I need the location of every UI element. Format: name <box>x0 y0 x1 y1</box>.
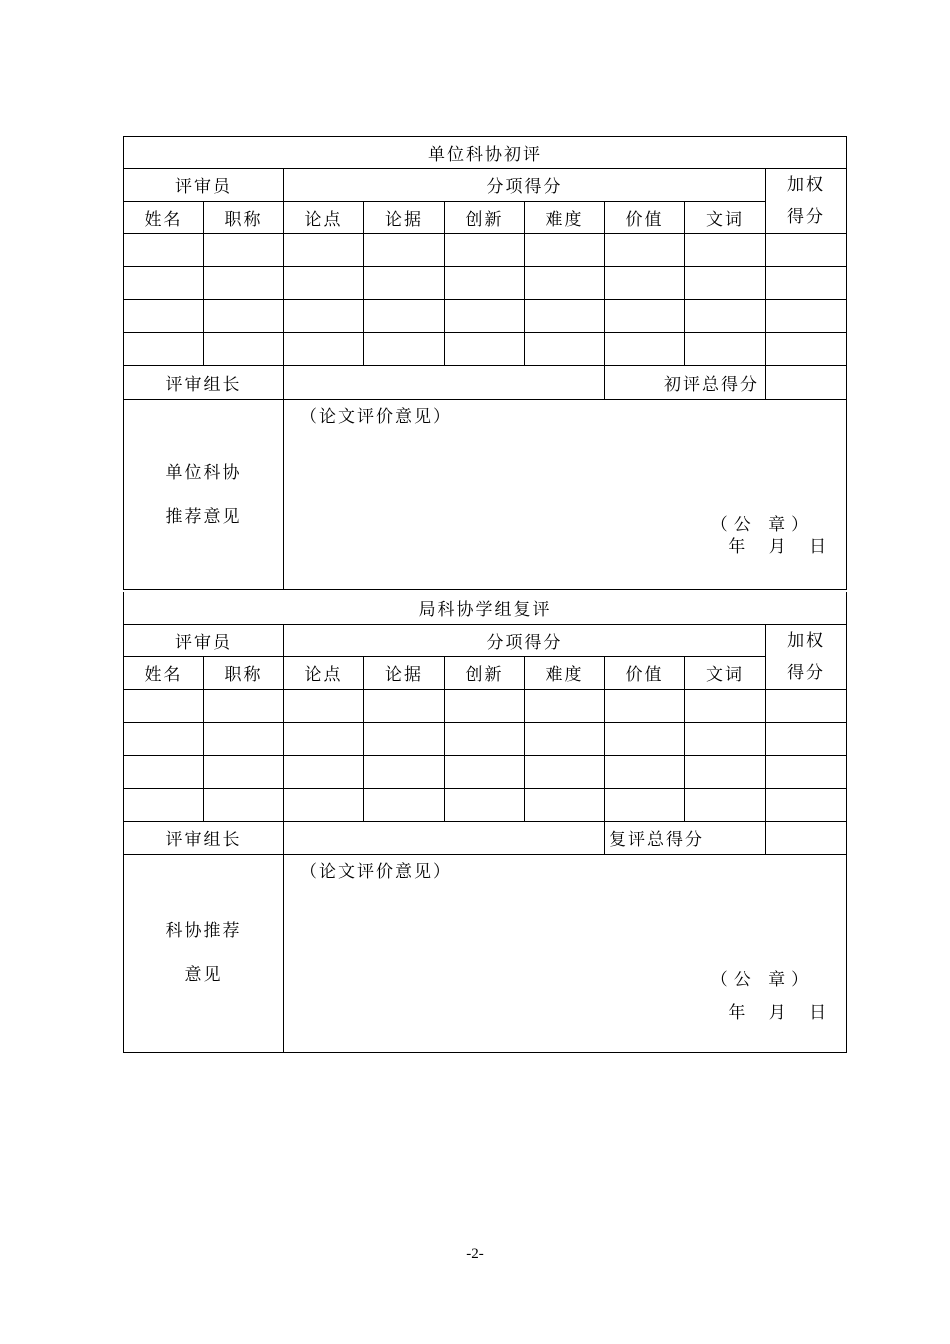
blank-cell[interactable] <box>685 333 766 366</box>
blank-cell[interactable] <box>445 267 525 300</box>
blank-cell[interactable] <box>284 755 364 788</box>
blank-cell[interactable] <box>445 234 525 267</box>
blank-cell[interactable] <box>204 234 284 267</box>
table-row <box>124 234 847 267</box>
table-row <box>124 722 847 755</box>
blank-cell[interactable] <box>605 333 685 366</box>
opinion-placeholder: （论文评价意见） <box>300 861 452 882</box>
leader-field[interactable] <box>284 366 605 400</box>
column-writing: 文词 <box>685 657 766 690</box>
blank-cell[interactable] <box>525 689 605 722</box>
blank-cell[interactable] <box>685 689 766 722</box>
opinion-field[interactable] <box>284 400 847 590</box>
blank-cell[interactable] <box>766 267 847 300</box>
leader-label: 评审组长 <box>124 821 284 854</box>
initial-section-title: 单位科协初评 <box>124 137 847 169</box>
opinion-label-line2: 推荐意见 <box>165 506 242 527</box>
column-argument: 论点 <box>284 657 364 690</box>
opinion-label <box>124 854 284 1052</box>
blank-cell[interactable] <box>445 755 525 788</box>
weighted-header-line2: 得分 <box>787 207 826 227</box>
total-score-field[interactable] <box>766 366 847 400</box>
weighted-header-line1: 加权 <box>787 175 826 195</box>
seal-text: （公 章） <box>710 515 815 535</box>
table-row <box>124 755 847 788</box>
blank-cell[interactable] <box>124 333 204 366</box>
blank-cell[interactable] <box>525 755 605 788</box>
blank-cell[interactable] <box>525 722 605 755</box>
blank-cell[interactable] <box>605 722 685 755</box>
opinion-field[interactable] <box>284 854 847 1052</box>
blank-cell[interactable] <box>445 300 525 333</box>
blank-cell[interactable] <box>766 689 847 722</box>
opinion-label <box>124 400 284 590</box>
blank-cell[interactable] <box>766 300 847 333</box>
blank-cell[interactable] <box>364 333 445 366</box>
blank-cell[interactable] <box>766 234 847 267</box>
seal-text: （公 章） <box>710 969 815 990</box>
blank-cell[interactable] <box>204 300 284 333</box>
leader-label: 评审组长 <box>124 366 284 400</box>
blank-cell[interactable] <box>204 722 284 755</box>
column-difficulty: 难度 <box>525 657 605 690</box>
blank-cell[interactable] <box>364 722 445 755</box>
table-row <box>124 788 847 821</box>
blank-cell[interactable] <box>605 234 685 267</box>
blank-cell[interactable] <box>766 755 847 788</box>
blank-cell[interactable] <box>605 300 685 333</box>
blank-cell[interactable] <box>685 300 766 333</box>
blank-cell[interactable] <box>204 267 284 300</box>
blank-cell[interactable] <box>124 300 204 333</box>
review-section-title: 局科协学组复评 <box>124 592 847 624</box>
weighted-header-line2: 得分 <box>787 662 826 683</box>
blank-cell[interactable] <box>364 755 445 788</box>
blank-cell[interactable] <box>525 333 605 366</box>
blank-cell[interactable] <box>685 234 766 267</box>
blank-cell[interactable] <box>364 788 445 821</box>
column-evidence: 论据 <box>364 657 445 690</box>
opinion-placeholder: （论文评价意见） <box>300 407 452 427</box>
column-name: 姓名 <box>124 657 204 690</box>
leader-field[interactable] <box>284 821 605 854</box>
blank-cell[interactable] <box>445 788 525 821</box>
opinion-label-line2: 意见 <box>184 965 223 985</box>
blank-cell[interactable] <box>124 722 204 755</box>
date-text: 年 月 日 <box>728 1002 827 1023</box>
blank-cell[interactable] <box>364 300 445 333</box>
table-row <box>124 689 847 722</box>
blank-cell[interactable] <box>445 333 525 366</box>
reviewer-header: 评审员 <box>124 624 284 657</box>
reviewer-header: 评审员 <box>124 169 284 202</box>
blank-cell[interactable] <box>204 333 284 366</box>
column-name: 姓名 <box>124 201 204 234</box>
blank-cell[interactable] <box>364 689 445 722</box>
blank-cell[interactable] <box>525 234 605 267</box>
column-title: 职称 <box>204 201 284 234</box>
column-value: 价值 <box>605 657 685 690</box>
weighted-header-line1: 加权 <box>787 630 826 651</box>
column-innovation: 创新 <box>445 657 525 690</box>
initial-review-table <box>123 136 847 590</box>
blank-cell[interactable] <box>445 689 525 722</box>
table-row <box>124 300 847 333</box>
column-writing: 文词 <box>685 201 766 234</box>
total-score-label: 复评总得分 <box>605 821 766 854</box>
blank-cell[interactable] <box>364 234 445 267</box>
blank-cell[interactable] <box>605 788 685 821</box>
total-score-label: 初评总得分 <box>605 366 766 400</box>
blank-cell[interactable] <box>284 788 364 821</box>
blank-cell[interactable] <box>284 689 364 722</box>
column-difficulty: 难度 <box>525 201 605 234</box>
blank-cell[interactable] <box>124 755 204 788</box>
item-scores-header: 分项得分 <box>284 169 766 202</box>
blank-cell[interactable] <box>605 689 685 722</box>
column-value: 价值 <box>605 201 685 234</box>
column-innovation: 创新 <box>445 201 525 234</box>
column-title: 职称 <box>204 657 284 690</box>
second-review-table <box>123 592 847 1053</box>
table-row <box>124 333 847 366</box>
blank-cell[interactable] <box>605 267 685 300</box>
page-number: -2- <box>466 1246 484 1262</box>
blank-cell[interactable] <box>766 788 847 821</box>
blank-cell[interactable] <box>364 267 445 300</box>
blank-cell[interactable] <box>284 267 364 300</box>
column-argument: 论点 <box>284 201 364 234</box>
blank-cell[interactable] <box>284 300 364 333</box>
blank-cell[interactable] <box>685 722 766 755</box>
blank-cell[interactable] <box>685 267 766 300</box>
blank-cell[interactable] <box>284 234 364 267</box>
blank-cell[interactable] <box>124 788 204 821</box>
opinion-label-line1: 单位科协 <box>165 462 242 483</box>
blank-cell[interactable] <box>605 755 685 788</box>
blank-cell[interactable] <box>525 267 605 300</box>
blank-cell[interactable] <box>124 234 204 267</box>
column-evidence: 论据 <box>364 201 445 234</box>
table-row <box>124 267 847 300</box>
blank-cell[interactable] <box>124 267 204 300</box>
weighted-score-header <box>766 169 847 234</box>
blank-cell[interactable] <box>766 333 847 366</box>
blank-cell[interactable] <box>685 755 766 788</box>
blank-cell[interactable] <box>284 722 364 755</box>
blank-cell[interactable] <box>766 722 847 755</box>
blank-cell[interactable] <box>525 788 605 821</box>
blank-cell[interactable] <box>685 788 766 821</box>
blank-cell[interactable] <box>525 300 605 333</box>
blank-cell[interactable] <box>204 755 284 788</box>
blank-cell[interactable] <box>284 333 364 366</box>
blank-cell[interactable] <box>124 689 204 722</box>
item-scores-header: 分项得分 <box>284 624 766 657</box>
date-text: 年 月 日 <box>728 537 827 557</box>
total-score-field[interactable] <box>766 821 847 854</box>
blank-cell[interactable] <box>204 689 284 722</box>
blank-cell[interactable] <box>445 722 525 755</box>
opinion-label-line1: 科协推荐 <box>165 921 242 941</box>
weighted-score-header <box>766 624 847 689</box>
blank-cell[interactable] <box>204 788 284 821</box>
